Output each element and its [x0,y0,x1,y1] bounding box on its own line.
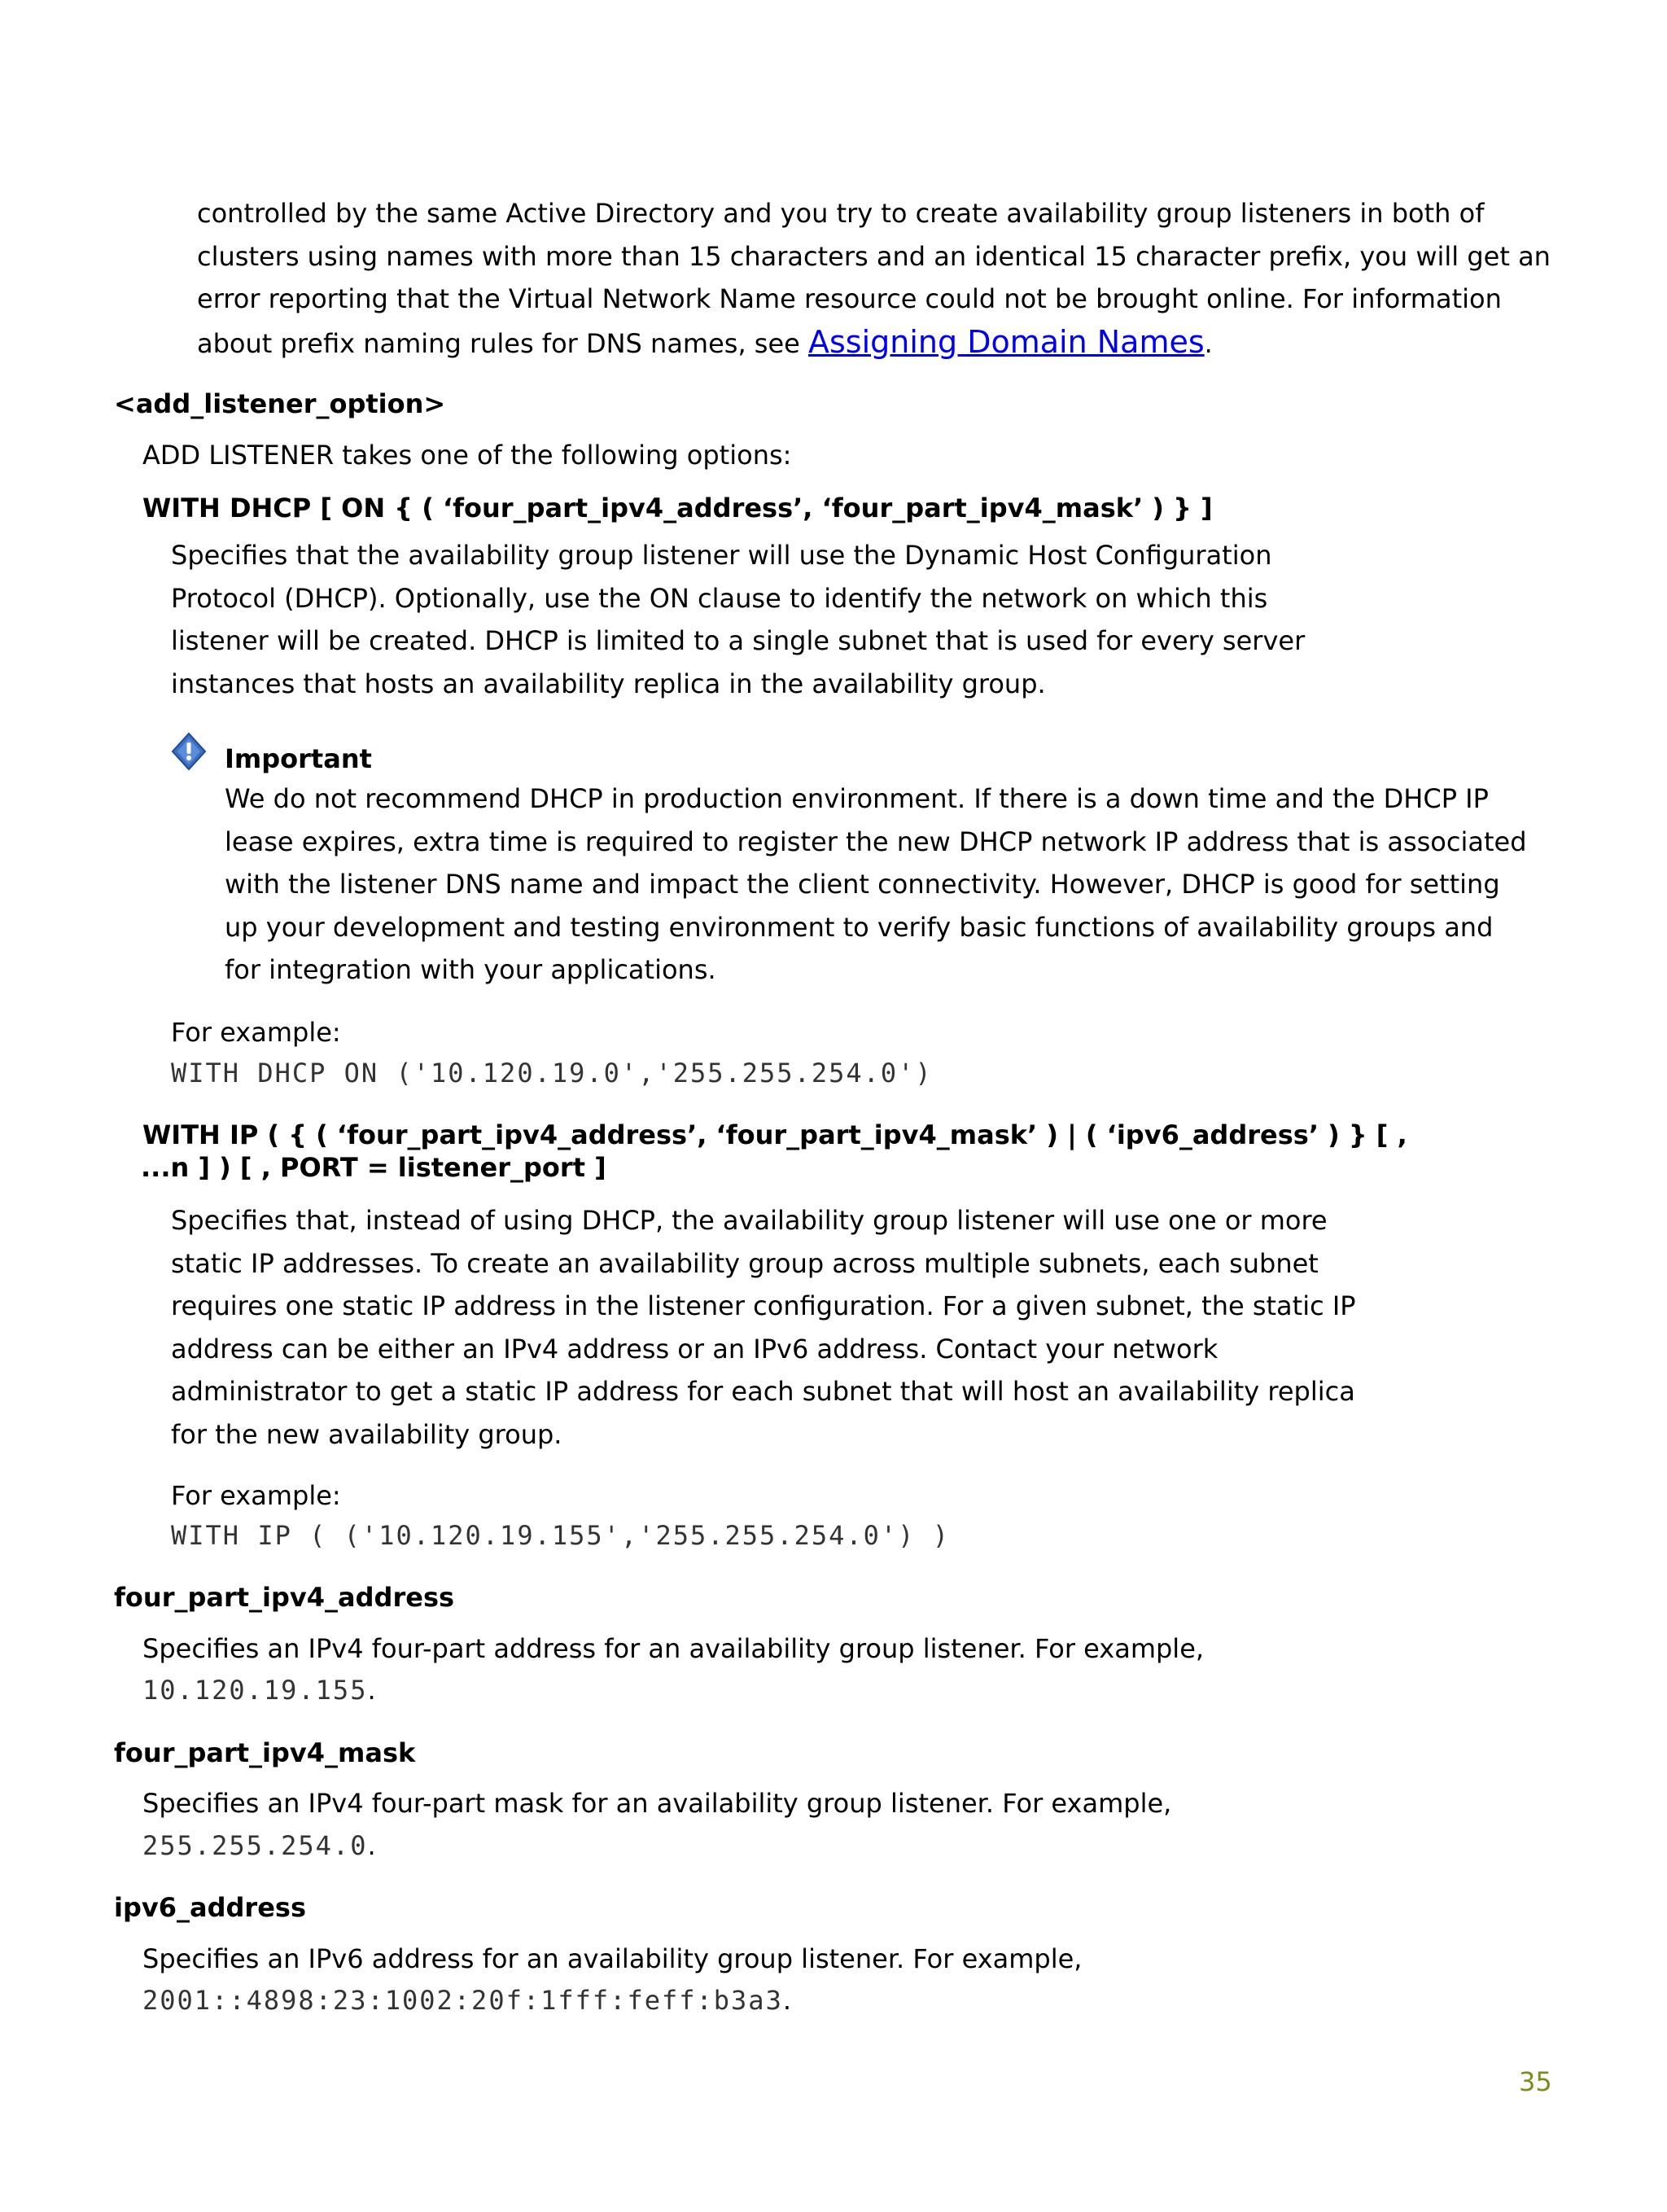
ipv6-address-desc: Specifies an IPv6 address for an availability group listener. For example, [142,1943,1083,1974]
with-ip-description [171,1199,1490,1456]
intro-line-4-prefix: about prefix naming rules for DNS names, see [197,327,809,359]
with-ip-example-label: For example: [171,1480,341,1511]
info-shield-icon [169,732,208,771]
with-dhcp-heading: WITH DHCP [ ON { ( ‘four_part_ipv4_address’, ‘four_part_ipv4_mask’ ) } ] [142,493,1213,523]
dhcp-example-code: WITH DHCP ON ('10.120.19.0','255.255.254.0') [171,1058,933,1088]
with-ip-desc-line-2: static IP addresses. To create an availability group across multiple subnets, each subnet [171,1247,1319,1279]
assigning-domain-names-link[interactable]: Assigning Domain Names [808,323,1205,360]
dhcp-desc-line-2: Protocol (DHCP). Optionally, use the ON clause to identify the network on which this [171,582,1268,614]
with-ip-desc-line-4: address can be either an IPv4 address or an IPv6 address. Contact your network [171,1333,1219,1364]
with-ip-desc-line-3: requires one static IP address in the listener configuration. For a given subnet, the static IP [171,1290,1356,1321]
ipv6-address-heading: ipv6_address [114,1892,306,1923]
important-line-4: up your development and testing environment to verify basic functions of availability groups and [225,911,1494,943]
ipv4-mask-example: 255.255.254.0 [142,1830,368,1861]
add-listener-option-heading: <add_listener_option> [114,388,446,419]
with-ip-heading-line-1: WITH IP ( { ( ‘four_part_ipv4_address’, ‘four_part_ipv4_mask’ ) | ( ‘ipv6_address’ ) } [ , [142,1119,1407,1150]
intro-line-3: error reporting that the Virtual Network Name resource could not be brought online. For information [197,283,1502,314]
dhcp-desc-line-4: instances that hosts an availability replica in the availability group. [171,668,1046,699]
dhcp-desc-line-3: listener will be created. DHCP is limited to a single subnet that is used for every server [171,625,1306,656]
with-ip-heading-line-2: ...n ] ) [ , PORT = listener_port ] [141,1152,606,1183]
important-note [225,777,1608,992]
ipv4-address-desc: Specifies an IPv4 four-part address for an availability group listener. For example, [142,1633,1205,1664]
page-number: 35 [1519,2066,1552,2097]
ipv4-mask-suffix: . [367,1830,376,1861]
ipv4-address-suffix: . [367,1675,376,1706]
with-ip-example-code: WITH IP ( ('10.120.19.155','255.255.254.0') ) [171,1520,950,1551]
dhcp-example-label: For example: [171,1017,341,1048]
ipv4-mask-example-line [142,1824,376,1868]
ipv6-address-example-line [142,1979,791,2022]
ipv6-address-example: 2001::4898:23:1002:20f:1fff:feff:b3a3 [142,1985,783,2016]
dhcp-desc-line-1: Specifies that the availability group listener will use the Dynamic Host Configuration [171,540,1272,571]
important-line-1: We do not recommend DHCP in production environment. If there is a down time and the DHCP IP [225,783,1489,814]
with-ip-desc-line-6: for the new availability group. [171,1418,562,1450]
dhcp-description [171,534,1473,705]
intro-line-4 [197,321,1597,366]
ipv4-address-heading: four_part_ipv4_address [114,1582,455,1613]
important-line-2: lease expires, extra time is required to register the new DHCP network IP address that is associated [225,826,1527,857]
with-ip-heading [142,1119,1526,1184]
intro-line-1: controlled by the same Active Directory and you try to create availability group listeners in both of [197,198,1485,229]
with-ip-desc-line-1: Specifies that, instead of using DHCP, the availability group listener will use one or more [171,1205,1328,1236]
ipv4-mask-desc: Specifies an IPv4 four-part mask for an availability group listener. For example, [142,1788,1172,1819]
ipv6-address-suffix: . [782,1985,791,2016]
important-line-5: for integration with your applications. [225,954,716,985]
intro-paragraph [197,192,1597,365]
intro-line-2: clusters using names with more than 15 characters and an identical 15 character prefix, you will get an [197,240,1551,272]
intro-line-4-suffix: . [1204,327,1213,359]
ipv4-address-example: 10.120.19.155 [142,1675,368,1706]
ipv4-address-example-line [142,1669,376,1712]
important-line-3: with the listener DNS name and impact the client connectivity. However, DHCP is good for setting [225,869,1500,900]
important-title: Important [225,743,372,774]
ipv4-mask-heading: four_part_ipv4_mask [114,1737,416,1768]
with-ip-desc-line-5: administrator to get a static IP address for each subnet that will host an availability replica [171,1376,1355,1407]
add-listener-desc: ADD LISTENER takes one of the following options: [142,440,792,471]
